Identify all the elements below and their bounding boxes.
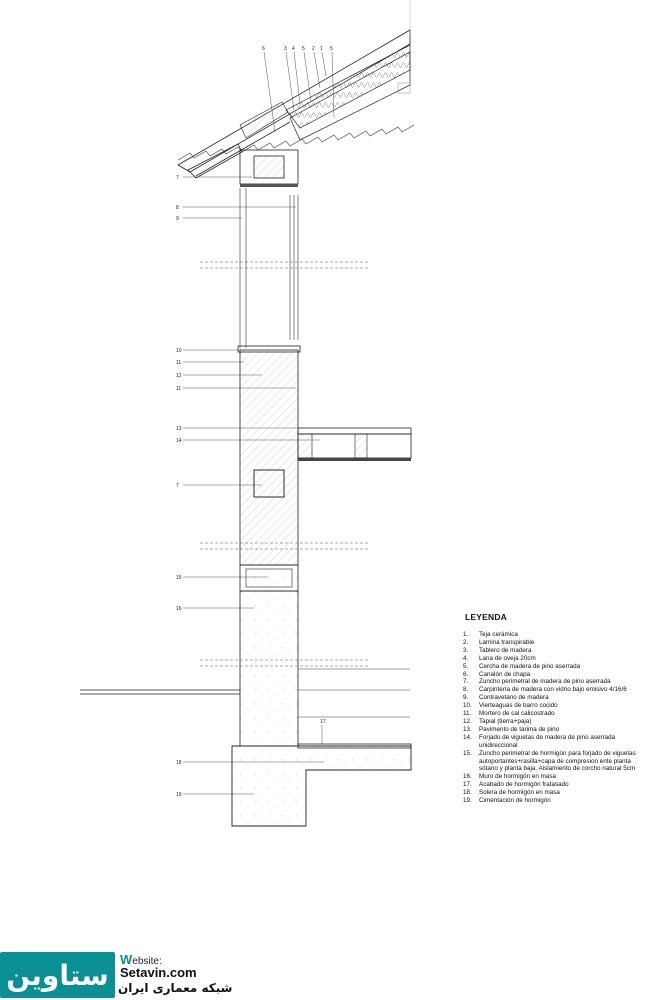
legend-item: 9. Contravetano de madera	[463, 694, 549, 702]
callout-left-5: 11	[176, 360, 182, 366]
legend-item: 1. Teja cerámica	[463, 631, 518, 638]
callout-left-3: 9	[176, 216, 179, 222]
legend-item: 14. Forjado de viguetas de madera de pino aserrada unidireccional	[463, 733, 616, 749]
legend-item: 15. Zuncho perimetral de hormigón para forjado de viguetas autoportantes+rasilla+capa de compresion ente planta sótano y planta baja. Aislamiento de corcho natural 5cm	[463, 749, 636, 773]
callout-left-8: 13	[176, 426, 182, 432]
legend-item: 2. Lamina transpirable	[463, 638, 535, 646]
top-timber-beam	[240, 150, 298, 187]
callout-top-5: 2	[312, 46, 315, 52]
callout-top-7: 5	[330, 46, 333, 52]
callout-left-4: 10	[176, 348, 182, 354]
legend-item: 5. Cercha de madera de pino aserrada	[463, 662, 581, 670]
callout-left-1: 7	[176, 175, 179, 181]
callout-left-12: 16	[176, 606, 182, 612]
legend-item: 6. Canalón de chapa	[463, 670, 531, 678]
callout-left-7: 11	[176, 386, 182, 392]
foundation	[232, 744, 411, 826]
legend-item: 8. Carpintería de madera con vidrio bajo emisivo 4/16/6	[463, 686, 627, 694]
legend-item: 17. Acabado de hormigón fratasado	[463, 781, 569, 789]
callout-left-14: 19	[176, 792, 182, 798]
ridge-hatch	[240, 102, 288, 138]
callout-17: 17.	[320, 719, 327, 725]
concrete-bond-beam	[240, 565, 298, 591]
concrete-wall	[80, 591, 410, 746]
callout-top-3: 4	[292, 46, 295, 52]
legend	[463, 612, 643, 805]
legend-item: 19. Cimentación de hormigón	[463, 797, 551, 805]
legend-list	[463, 631, 643, 805]
legend-item: 12. Tapial (tierra+paja)	[463, 717, 532, 725]
setavin-logo	[0, 952, 115, 998]
legend-item: 10. Vierteaguas de barro cocido	[463, 702, 558, 710]
callout-left-2: 8	[176, 205, 179, 211]
legend-item: 16. Muro de hormigón en masa	[463, 773, 557, 781]
rammed-earth-wall	[200, 346, 370, 565]
setavin-watermark	[0, 948, 240, 1000]
legend-item: 11. Mortero de cal calicostrado	[463, 710, 555, 718]
website-url: Setavin.com	[120, 965, 197, 980]
callout-top-4: 5	[302, 46, 305, 52]
callout-left-6: 12	[176, 373, 182, 379]
callout-left-9: 14	[176, 438, 182, 444]
legend-item: 18. Solera de hormigón en masa	[463, 789, 560, 797]
website-subtitle: شبکه معماری ایران	[118, 981, 233, 995]
legend-item: 4. Lana de oveja 20cm	[463, 654, 536, 662]
logo-text: ستاوین	[6, 958, 109, 992]
callout-top-2: 3	[284, 46, 287, 52]
callout-top-1: 6	[262, 46, 265, 52]
legend-title: LEYENDA	[465, 612, 508, 622]
legend-item: 13. Pavimento de tarima de pino	[463, 725, 560, 733]
floor-slab	[298, 428, 411, 461]
callout-top-6: 1	[320, 46, 323, 52]
roof-tile-profile	[178, 125, 414, 160]
website-label: Website:	[120, 952, 162, 967]
roof-section	[178, 0, 414, 178]
legend-item: 7. Zuncho perimetral de madera de pino aserrada	[463, 678, 611, 686]
window-zone	[200, 188, 370, 348]
callout-left-13: 18	[176, 760, 182, 766]
callout-left-11: 15	[176, 575, 182, 581]
callout-left-10: 7	[176, 483, 179, 489]
legend-item: 3. Tablero de madera	[463, 646, 532, 654]
